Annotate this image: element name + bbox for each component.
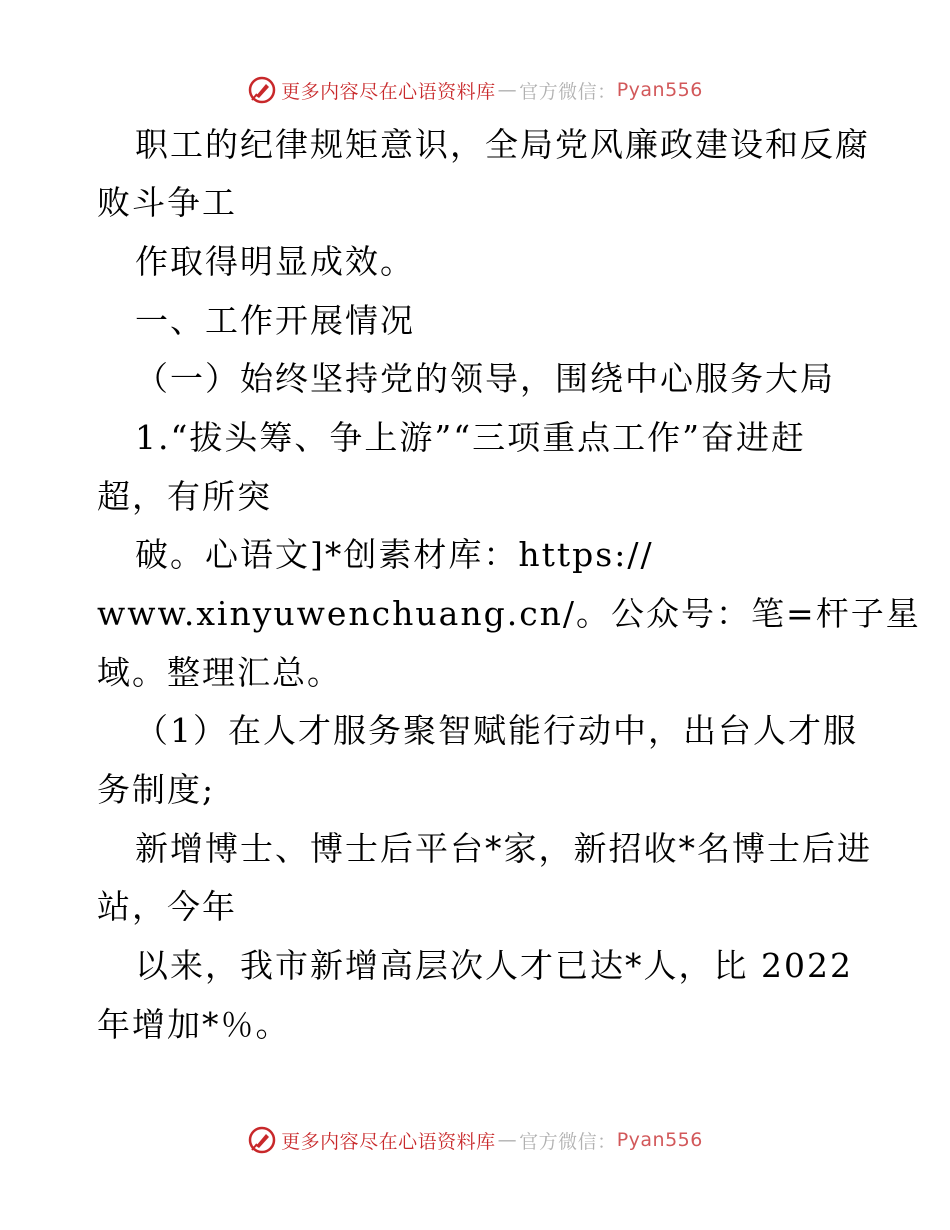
paragraph-line: 破。心语文]*创素材库：https:// xyxy=(135,535,654,574)
paragraph-line: 超，有所突 xyxy=(97,477,272,516)
banner-title: 更多内容尽在心语资料库 xyxy=(281,1130,496,1153)
banner-wechat-label: 官方微信： xyxy=(519,80,617,103)
paragraph-line: 域。整理汇总。 xyxy=(97,653,342,692)
paragraph-line: 作取得明显成效。 xyxy=(135,242,415,281)
section-heading: 一、工作开展情况 xyxy=(135,301,415,340)
footer-watermark-banner xyxy=(0,1120,950,1160)
paragraph-line: www.xinyuwenchuang.cn/。公众号：笔=杆子星 xyxy=(97,594,921,633)
paragraph-line: 职工的纪律规矩意识，全局党风廉政建设和反腐 xyxy=(135,125,870,164)
banner-wechat-id: Pyan556 xyxy=(616,79,703,101)
paragraph-line: 站，今年 xyxy=(97,887,237,926)
paragraph-line: 务制度; xyxy=(97,770,216,809)
banner-title: 更多内容尽在心语资料库 xyxy=(281,80,496,103)
paragraph-line: 以来，我市新增高层次人才已达*人，比 2022 xyxy=(135,946,853,985)
pen-nib-circle-icon xyxy=(247,1125,277,1155)
banner-dash: — xyxy=(497,79,518,101)
paragraph-line: 1.“拔头筹、争上游”“三项重点工作”奋进赶 xyxy=(135,418,806,457)
paragraph-line: 败斗争工 xyxy=(97,183,237,222)
banner-wechat-id: Pyan556 xyxy=(616,1129,703,1151)
banner-wechat-label: 官方微信： xyxy=(519,1130,617,1153)
paragraph-line: 年增加*％。 xyxy=(97,1005,291,1044)
paragraph-line: （1）在人才服务聚智赋能行动中，出台人才服 xyxy=(135,711,858,750)
paragraph-line: 新增博士、博士后平台*家，新招收*名博士后进 xyxy=(135,829,872,868)
banner-dash: — xyxy=(497,1129,518,1151)
subsection-heading: （一）始终坚持党的领导，围绕中心服务大局 xyxy=(135,359,835,398)
